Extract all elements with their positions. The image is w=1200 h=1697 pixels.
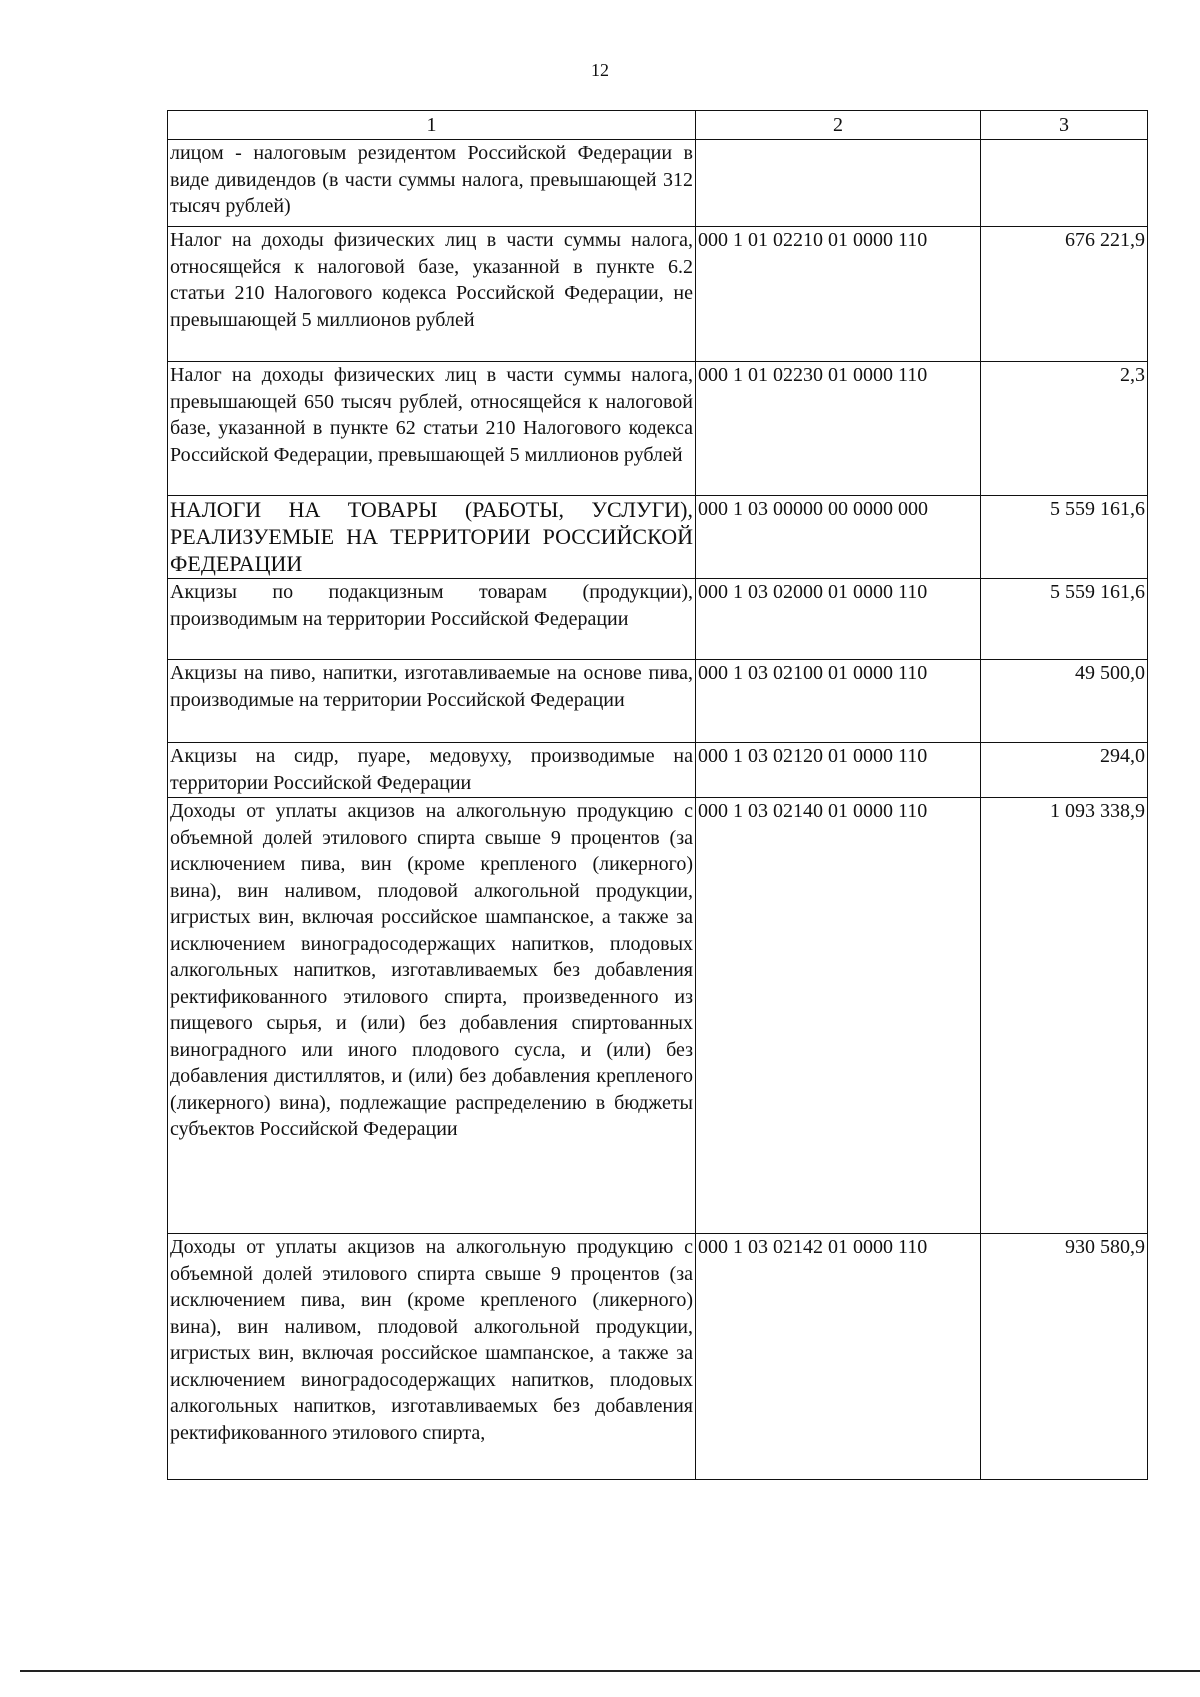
table-header-row <box>168 111 1148 140</box>
column-header-1: 1 <box>168 111 696 140</box>
row-name-cell: лицом - налоговым резидентом Российской Федерации в виде дивидендов (в части суммы налога, превышающей 312 тысяч рублей) <box>168 140 696 227</box>
row-value-cell <box>981 140 1148 227</box>
row-value-cell: 49 500,0 <box>981 660 1148 743</box>
table-row <box>168 362 1148 496</box>
row-value-cell: 1 093 338,9 <box>981 798 1148 1234</box>
page-number: 12 <box>591 60 609 80</box>
column-header-3: 3 <box>981 111 1148 140</box>
row-name-cell: Акцизы на сидр, пуаре, медовуху, производимые на территории Российской Федерации <box>168 743 696 798</box>
row-code-cell: 000 1 03 02100 01 0000 110 <box>696 660 981 743</box>
table-row <box>168 1234 1148 1480</box>
row-name-cell: Налог на доходы физических лиц в части суммы налога, превышающей 650 тысяч рублей, относящейся к налоговой базе, указанной в пункте 62 статьи 210 Налогового кодекса Российской Федерации, превышающей 5 миллионов рублей <box>168 362 696 496</box>
row-value-cell: 5 559 161,6 <box>981 579 1148 660</box>
row-name-cell: Акцизы на пиво, напитки, изготавливаемые на основе пива, производимые на территории Российской Федерации <box>168 660 696 743</box>
table-row <box>168 660 1148 743</box>
page-bottom-rule <box>20 1670 1200 1672</box>
table-row <box>168 579 1148 660</box>
row-code-cell: 000 1 03 02140 01 0000 110 <box>696 798 981 1234</box>
row-value-cell: 676 221,9 <box>981 227 1148 362</box>
row-code-cell: 000 1 03 02120 01 0000 110 <box>696 743 981 798</box>
table-row <box>168 743 1148 798</box>
table-row <box>168 798 1148 1234</box>
row-code-cell: 000 1 01 02210 01 0000 110 <box>696 227 981 362</box>
revenue-table <box>167 110 1148 1480</box>
row-value-cell: 930 580,9 <box>981 1234 1148 1480</box>
row-code-cell: 000 1 03 02142 01 0000 110 <box>696 1234 981 1480</box>
table-row <box>168 496 1148 579</box>
table-row <box>168 227 1148 362</box>
row-value-cell: 5 559 161,6 <box>981 496 1148 579</box>
table-row <box>168 140 1148 227</box>
row-code-cell: 000 1 01 02230 01 0000 110 <box>696 362 981 496</box>
row-code-cell: 000 1 03 00000 00 0000 000 <box>696 496 981 579</box>
row-name-cell: Доходы от уплаты акцизов на алкогольную продукцию с объемной долей этилового спирта свыше 9 процентов (за исключением пива, вин (кроме крепленого (ликерного) вина), вин наливом, плодовой алкогольной продукции, игристых вин, включая российское шампанское, а также за исключением виноградосодержащих напитков, плодовых алкогольных напитков, изготавливаемых без добавления ректификованного этилового спирта, <box>168 1234 696 1480</box>
row-name-cell: Акцизы по подакцизным товарам (продукции), производимым на территории Российской Федерации <box>168 579 696 660</box>
row-name-cell: Доходы от уплаты акцизов на алкогольную продукцию с объемной долей этилового спирта свыше 9 процентов (за исключением пива, вин (кроме крепленого (ликерного) вина), вин наливом, плодовой алкогольной продукции, игристых вин, включая российское шампанское, а также за исключением виноградосодержащих напитков, плодовых алкогольных напитков, изготавливаемых без добавления ректификованного этилового спирта, произведенного из пищевого сырья, и (или) без добавления спиртованных виноградного или иного плодового сусла, и (или) без добавления дистиллятов, и (или) без добавления крепленого (ликерного) вина), подлежащие распределению в бюджеты субъектов Российской Федерации <box>168 798 696 1234</box>
row-value-cell: 294,0 <box>981 743 1148 798</box>
row-name-cell: НАЛОГИ НА ТОВАРЫ (РАБОТЫ, УСЛУГИ), РЕАЛИЗУЕМЫЕ НА ТЕРРИТОРИИ РОССИЙСКОЙ ФЕДЕРАЦИИ <box>168 496 696 579</box>
row-code-cell <box>696 140 981 227</box>
row-name-cell: Налог на доходы физических лиц в части суммы налога, относящейся к налоговой базе, указанной в пункте 6.2 статьи 210 Налогового кодекса Российской Федерации, не превышающей 5 миллионов рублей <box>168 227 696 362</box>
row-code-cell: 000 1 03 02000 01 0000 110 <box>696 579 981 660</box>
row-value-cell: 2,3 <box>981 362 1148 496</box>
column-header-2: 2 <box>696 111 981 140</box>
